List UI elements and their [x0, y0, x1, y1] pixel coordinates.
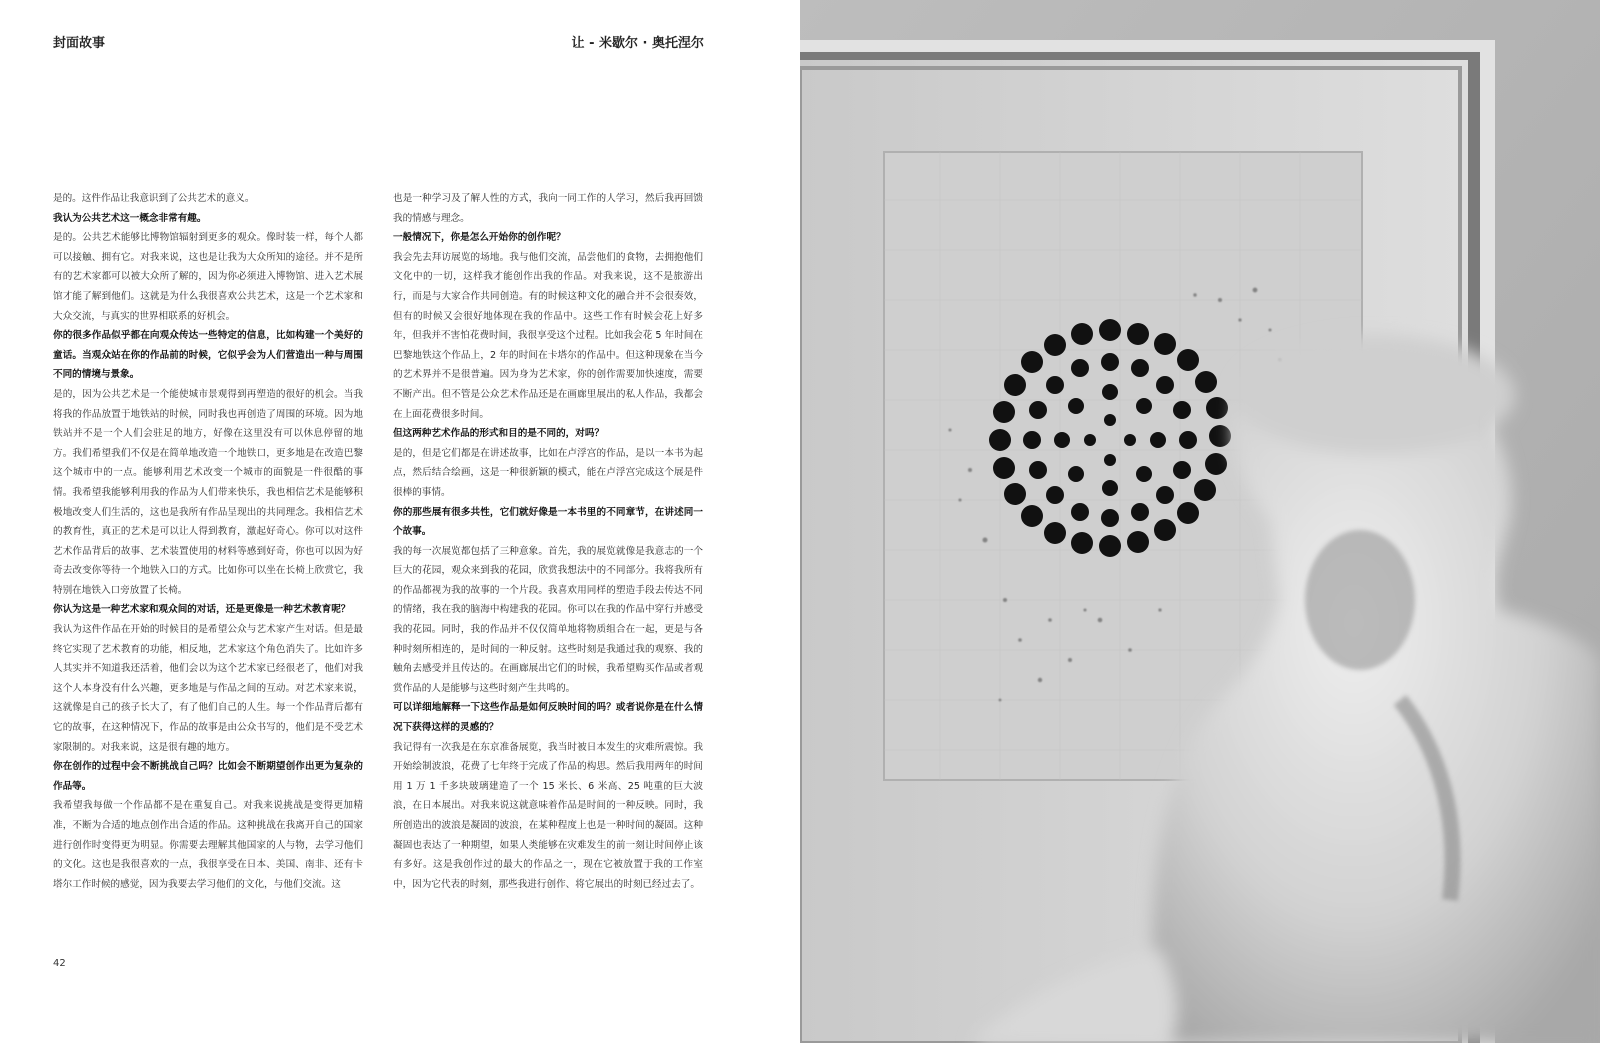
gallery-photo: [800, 0, 1600, 1043]
question: 你的很多作品似乎都在向观众传达一些特定的信息，比如构建一个美好的童话。当观众站在你的作品前的时候，它似乎会为人们营造出一种与周围不同的情境与景象。: [53, 330, 363, 381]
page-number: 42: [53, 958, 66, 969]
question: 但这两种艺术作品的形式和目的是不同的，对吗？: [393, 428, 605, 440]
photo-page: [800, 0, 1600, 1043]
question: 可以详细地解释一下这些作品是如何反映时间的吗？或者说你是在什么情况下获得这样的灵感的？: [393, 702, 703, 734]
question: 一般情况下，你是怎么开始你的创作呢？: [393, 232, 566, 244]
text-column-left: [53, 189, 363, 894]
paragraph: 是的。公共艺术能够比博物馆辐射到更多的观众。像时装一样，每个人都可以接触、拥有它。对我来说，这也是让我为大众所知的途径。并不是所有的艺术家都可以被大众所了解的，因为你必须进入博物馆、进入艺术展馆才能了解到他们。这就是为什么我很喜欢公共艺术，这是一个艺术家和大众交流，与真实的世界相联系的好机会。: [53, 232, 363, 322]
paragraph: 我希望我每做一个作品都不是在重复自己。对我来说挑战是变得更加精准，不断为合适的地点创作出合适的作品。这种挑战在我离开自己的国家进行创作时变得更为明显。你需要去理解其他国家的人与物，去学习他们的文化。这也是我很喜欢的一点，我很享受在日本、美国、南非、还有卡塔尔工作时候的感觉，因为我要去学习他们的文化，与他们交流。这: [53, 800, 363, 890]
question: 你在创作的过程中会不断挑战自己吗？比如会不断期望创作出更为复杂的作品等。: [53, 761, 363, 792]
paragraph: 我记得有一次我是在东京准备展览，我当时被日本发生的灾难所震惊。我开始绘制波浪，花费了七年终于完成了作品的构思。然后我用两年的时间用 1 万 1 千多块玻璃建造了一个 15 米长、6 米高、25 吨重的巨大波浪，在日本展出。对我来说这就意味着作品是时间的一种反映。同时，我所创造出的波浪是凝固的波浪，在某种程度上也是一种时间的凝固。这种凝固也表达了一种期望，如果人类能够在灾难发生的前一刻让时间停止该有多好。这是我创作过的最大的作品之一，现在它被放置于我的工作室中，因为它代表的时刻，那些我进行创作、将它展出的时刻已经过去了。: [393, 741, 703, 890]
author-label: 让 - 米歇尔 · 奥托涅尔: [571, 36, 704, 51]
section-label: 封面故事: [53, 36, 106, 51]
paragraph: 我会先去拜访展览的场地。我与他们交流，品尝他们的食物，去拥抱他们文化中的一切，这样我才能创作出我的作品。对我来说，这不是旅游出行，而是与大家合作共同创造。有的时候这种文化的融合并不会很奏效，但有的时候又会很好地体现在我的作品中。这些工作有时候会花上好多年，但我并不害怕花费时间，我很享受这个过程。比如我会花 5 年时间在巴黎地铁这个作品上，2 年的时间在卡塔尔的作品中。但这种现象在当今的艺术界并不是很普遍。因为身为艺术家，你的创作需要加快速度，需要不断产出。但不管是公众艺术作品还是在画廊里展出的私人作品，我都会在上面花费很多时间。: [393, 251, 703, 420]
paragraph: 我的每一次展览都包括了三种意象。首先，我的展览就像是我意志的一个巨大的花园，观众来到我的花园，欣赏我想法中的不同部分。我将我所有的作品都视为我的故事的一个片段。我喜欢用同样的塑造手段去传达不同的情绪，我在我的脑海中构建我的花园。你可以在我的作品中穿行并感受我的花园。同时，我的作品并不仅仅简单地将物质组合在一起，更是与各种时刻所相连的，是时间的一种反射。这些时刻是我通过我的观察、我的触角去感受并且传达的。在画廊展出它们的时候，我希望购买作品或者观赏作品的人是能够与这些时刻产生共鸣的。: [393, 545, 703, 694]
paragraph: 也是一种学习及了解人性的方式，我向一同工作的人学习，然后我再回馈我的情感与理念。: [393, 193, 703, 224]
paragraph: 是的，因为公共艺术是一个能使城市景观得到再塑造的很好的机会。当我将我的作品放置于地铁站的时候，同时我也再创造了周围的环境。因为地铁站并不是一个人们会驻足的地方，好像在这里没有可以休息停留的地方。我们希望我们不仅是在简单地改造一个地铁口，更多地是在改造巴黎这个城市中的一点。能够利用艺术改变一个城市的面貌是一件很酷的事情。我希望我能够利用我的作品为人们带来快乐，我也相信艺术是能够积极地改变人们生活的，这也是我所有作品呈现出的共同理念。我相信艺术的教育性，真正的艺术是可以让人得到教育，激起好奇心。你可以对这件艺术作品背后的故事、艺术装置使用的材料等感到好奇，你也可以因为好奇去改变你等待一个地铁入口的方式。比如你可以坐在长椅上欣赏它，我特别在地铁入口旁放置了长椅。: [53, 388, 363, 596]
question: 我认为公共艺术这一概念非常有趣。: [53, 212, 207, 224]
paragraph: 是的，但是它们都是在讲述故事，比如在卢浮宫的作品，是以一本书为起点，然后结合绘画，这是一种很新颖的模式，能在卢浮宫完成这个展是件很棒的事情。: [393, 447, 703, 498]
paragraph: 我认为这件作品在开始的时候目的是希望公众与艺术家产生对话。但是最终它实现了艺术教育的功能，相反地，艺术家这个角色消失了。比如许多人其实并不知道我还活着，他们会以为这个艺术家已经很老了，他们对我这个人本身没有什么兴趣，更多地是与作品之间的互动。对艺术家来说，这就像是自己的孩子长大了，有了他们自己的人生。每一个作品背后都有它的故事，在这种情况下，作品的故事是由公众书写的，他们是不受艺术家限制的。对我来说，这是很有趣的地方。: [53, 624, 363, 753]
text-column-right: [393, 189, 703, 894]
paragraph: 是的。这件作品让我意识到了公共艺术的意义。: [53, 193, 255, 204]
question: 你的那些展有很多共性，它们就好像是一本书里的不同章节，在讲述同一个故事。: [393, 506, 703, 538]
question: 你认为这是一种艺术家和观众间的对话，还是更像是一种艺术教育呢？: [53, 604, 351, 616]
